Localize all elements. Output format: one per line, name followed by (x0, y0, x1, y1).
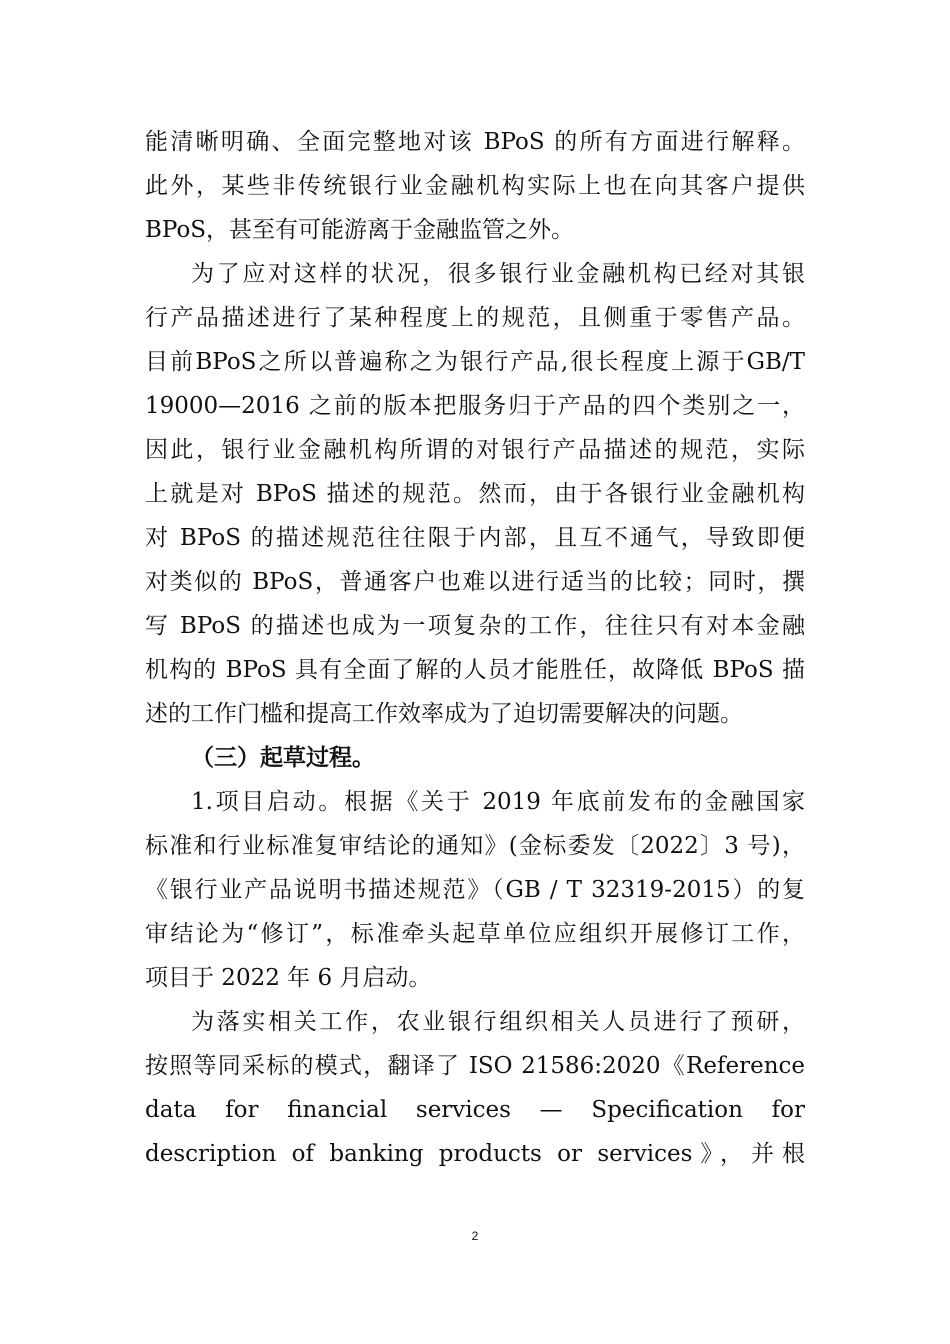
paragraph-line-19: 审结论为“修订”，标准牵头起草单位应组织开展修订工作， (145, 921, 805, 947)
section-heading: （三）起草过程。 (191, 744, 375, 771)
paragraph-line-13: 机构的 BPoS 具有全面了解的人员才能胜任，故降低 BPoS 描 (145, 657, 805, 683)
paragraph-line-1: 能清晰明确、全面完整地对该 BPoS 的所有方面进行解释。 (145, 129, 805, 155)
paragraph-line-5: 行产品描述进行了某种程度上的规范，且侧重于零售产品。 (145, 305, 805, 331)
paragraph-line-4: 为了应对这样的状况，很多银行业金融机构已经对其银 (191, 261, 805, 287)
paragraph-line-3: BPoS，甚至有可能游离于金融监管之外。 (145, 217, 575, 243)
paragraph-line-11: 对类似的 BPoS，普通客户也难以进行适当的比较；同时，撰 (145, 569, 805, 595)
paragraph-line-10: 对 BPoS 的描述规范往往限于内部，且互不通气，导致即便 (145, 525, 805, 551)
paragraph-line-12: 写 BPoS 的描述也成为一项复杂的工作，往往只有对本金融 (145, 613, 805, 639)
paragraph-line-9: 上就是对 BPoS 描述的规范。然而，由于各银行业金融机构 (145, 481, 805, 507)
paragraph-line-14: 述的工作门槛和提高工作效率成为了迫切需要解决的问题。 (145, 701, 743, 727)
paragraph-line-20: 项目于 2022 年 6 月启动。 (145, 965, 432, 991)
paragraph-line-16: 1.项目启动。根据《关于 2019 年底前发布的金融国家 (191, 789, 805, 815)
paragraph-line-6: 目前BPoS之所以普遍称之为银行产品,很长程度上源于GB/T (145, 349, 805, 375)
paragraph-line-2: 此外，某些非传统银行业金融机构实际上也在向其客户提供 (145, 173, 805, 199)
paragraph-line-21: 为落实相关工作，农业银行组织相关人员进行了预研， (191, 1009, 805, 1035)
paragraph-line-24: description of banking products or services》，并根 (145, 1141, 805, 1167)
page-number: 2 (471, 1229, 479, 1243)
paragraph-line-18: 《银行业产品说明书描述规范》（GB / T 32319-2015）的复 (145, 877, 805, 903)
paragraph-line-17: 标准和行业标准复审结论的通知》(金标委发〔2022〕3 号)， (145, 833, 805, 859)
paragraph-line-8: 因此，银行业金融机构所谓的对银行产品描述的规范，实际 (145, 437, 805, 463)
paragraph-line-23: data for financial services — Specification for (145, 1097, 805, 1123)
paragraph-line-22: 按照等同采标的模式，翻译了 ISO 21586:2020《Reference (145, 1053, 805, 1079)
paragraph-line-7: 19000—2016 之前的版本把服务归于产品的四个类别之一， (145, 393, 805, 419)
